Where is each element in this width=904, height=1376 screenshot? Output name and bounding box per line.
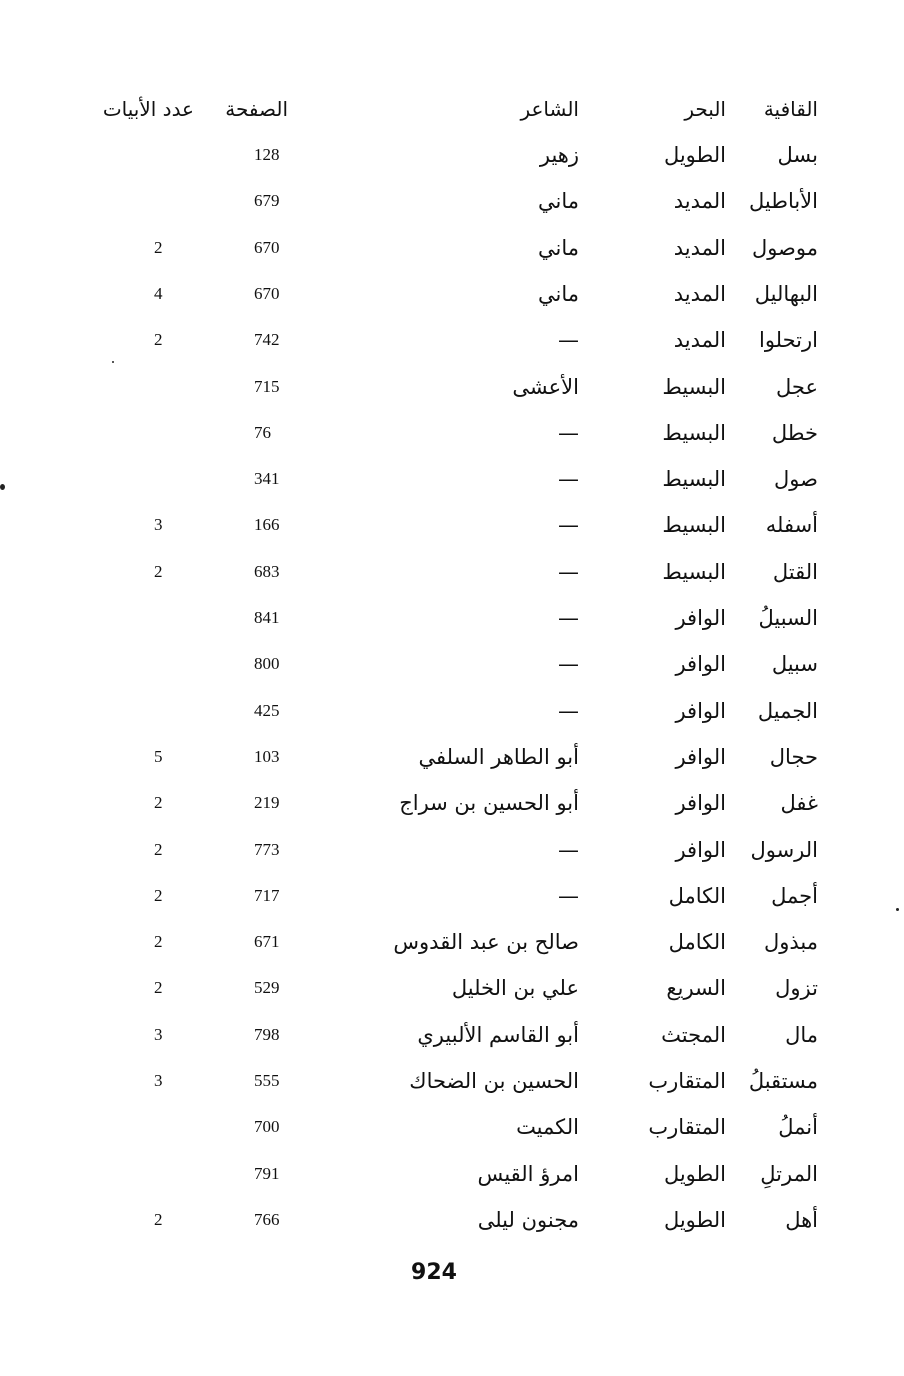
poet-cell: — — [558, 467, 579, 492]
qafiya-cell: الأباطيل — [748, 189, 818, 214]
header-shaer: الشاعر — [520, 97, 579, 121]
scan-speck — [896, 908, 899, 911]
poet-cell: — — [558, 883, 579, 908]
table-row — [0, 140, 904, 180]
table-row — [0, 1020, 904, 1060]
qafiya-cell: الرسول — [750, 837, 818, 862]
bahr-cell: الوافر — [675, 652, 726, 677]
table-row — [0, 742, 904, 782]
qafiya-cell: تزول — [775, 976, 818, 1001]
bahr-cell: المديد — [673, 281, 726, 306]
page-cell: 679 — [254, 191, 280, 211]
poet-cell: — — [558, 559, 579, 584]
page-cell: 529 — [254, 978, 280, 998]
table-header — [0, 94, 904, 134]
table-row — [0, 1159, 904, 1199]
qafiya-cell: مستقبلُ — [748, 1069, 818, 1093]
poet-cell: — — [558, 606, 579, 630]
poet-cell: الأعشى — [512, 374, 579, 399]
page-cell: 773 — [254, 839, 280, 859]
bahr-cell: البسيط — [662, 559, 726, 584]
table-row — [0, 557, 904, 597]
header-verse-count: عدد الأبيات — [102, 97, 194, 121]
page-cell: 700 — [254, 1117, 280, 1137]
page-cell: 670 — [254, 237, 280, 257]
verse-count-cell: 4 — [154, 283, 163, 303]
verse-count-cell: 3 — [154, 515, 163, 535]
scan-speck — [0, 484, 5, 490]
table-row — [0, 233, 904, 273]
page-cell: 671 — [254, 932, 280, 952]
page-cell: 425 — [254, 700, 280, 720]
page-cell: 166 — [254, 515, 280, 535]
verse-count-cell: 2 — [154, 237, 163, 257]
poet-cell: — — [558, 698, 579, 723]
poet-cell: أبو القاسم الألبيري — [417, 1022, 579, 1047]
page-cell: 219 — [254, 793, 280, 813]
verse-count-cell: 3 — [154, 1071, 163, 1090]
bahr-cell: الوافر — [675, 791, 726, 816]
qafiya-cell: السبيلُ — [758, 606, 818, 630]
bahr-cell: الكامل — [668, 930, 726, 955]
page-cell: 798 — [254, 1024, 280, 1044]
poet-cell: مجنون ليلى — [477, 1207, 579, 1232]
bahr-cell: الوافر — [675, 698, 726, 723]
verse-count-cell: 2 — [154, 839, 163, 859]
verse-count-cell: 5 — [154, 746, 163, 766]
bahr-cell: الوافر — [675, 606, 726, 630]
bahr-cell: المجتث — [661, 1022, 726, 1047]
poet-cell: علي بن الخليل — [451, 976, 579, 1001]
qafiya-cell: القتل — [772, 559, 818, 584]
page-cell: 683 — [254, 561, 280, 581]
table-row — [0, 881, 904, 921]
qafiya-cell: أسفله — [765, 513, 818, 538]
table-row — [0, 372, 904, 412]
page-cell: 715 — [254, 376, 280, 396]
qafiya-cell: مبذول — [763, 930, 818, 955]
poet-cell: أبو الطاهر السلفي — [418, 744, 579, 769]
verse-count-cell: 2 — [154, 932, 163, 952]
page-cell: 76 — [254, 422, 271, 442]
page-cell: 742 — [254, 330, 280, 350]
page-cell: 766 — [254, 1209, 280, 1229]
bahr-cell: البسيط — [662, 420, 726, 445]
table-row — [0, 510, 904, 550]
qafiya-cell: سبيل — [771, 652, 818, 677]
table-row — [0, 325, 904, 365]
bahr-cell: المديد — [673, 235, 726, 260]
page-cell: 670 — [254, 283, 280, 303]
bahr-cell: الطويل — [663, 1161, 726, 1186]
bahr-cell: الطويل — [663, 143, 726, 167]
table-row — [0, 1205, 904, 1245]
bahr-cell: المديد — [673, 189, 726, 214]
verse-count-cell: 2 — [154, 1209, 163, 1229]
qafiya-cell: الجميل — [757, 698, 818, 723]
bahr-cell: الكامل — [668, 883, 726, 908]
table-row — [0, 279, 904, 319]
bahr-cell: المتقارب — [648, 1115, 726, 1140]
poet-cell: — — [558, 652, 579, 677]
poet-cell: — — [558, 328, 579, 353]
table-row — [0, 835, 904, 875]
page-cell: 128 — [254, 145, 280, 164]
table-row — [0, 1112, 904, 1152]
poet-cell: زهير — [539, 143, 579, 167]
bahr-cell: المتقارب — [648, 1069, 726, 1093]
poet-cell: ماني — [538, 281, 579, 306]
table-row — [0, 649, 904, 689]
qafiya-cell: بسل — [777, 143, 818, 167]
qafiya-cell: المرتلِ — [760, 1161, 818, 1186]
verse-count-cell: 2 — [154, 885, 163, 905]
table-row — [0, 788, 904, 828]
poet-cell: ماني — [538, 235, 579, 260]
scan-speck — [112, 361, 114, 363]
table-row — [0, 186, 904, 226]
poet-cell: ماني — [538, 189, 579, 214]
poet-cell: امرؤ القيس — [477, 1161, 579, 1186]
table-row — [0, 696, 904, 736]
table-row — [0, 418, 904, 458]
header-bahr: البحر — [684, 97, 726, 121]
table-row — [0, 603, 904, 643]
bahr-cell: السريع — [666, 976, 726, 1001]
bahr-cell: البسيط — [662, 374, 726, 399]
table-row — [0, 1066, 904, 1106]
qafiya-cell: أجمل — [771, 883, 818, 908]
verse-count-cell: 2 — [154, 561, 163, 581]
bahr-cell: الوافر — [675, 837, 726, 862]
verse-count-cell: 2 — [154, 793, 163, 813]
header-page: الصفحة — [225, 97, 288, 121]
page-cell: 717 — [254, 885, 280, 905]
qafiya-cell: مال — [785, 1022, 818, 1047]
poet-cell: الكميت — [516, 1115, 579, 1140]
table-row — [0, 927, 904, 967]
qafiya-cell: موصول — [751, 235, 818, 260]
qafiya-cell: حجال — [769, 744, 818, 769]
verse-count-cell: 2 — [154, 330, 163, 350]
poet-cell: صالح بن عبد القدوس — [393, 930, 579, 955]
verse-count-cell: 3 — [154, 1024, 163, 1044]
page-number: 924 — [411, 1260, 457, 1285]
bahr-cell: المديد — [673, 328, 726, 353]
table-row — [0, 464, 904, 504]
page-cell: 800 — [254, 654, 280, 674]
poet-cell: — — [558, 837, 579, 862]
poet-cell: — — [558, 420, 579, 445]
page-cell: 341 — [254, 469, 280, 489]
table-row — [0, 973, 904, 1013]
qafiya-cell: غفل — [780, 791, 818, 816]
poet-cell: — — [558, 513, 579, 538]
verse-count-cell: 2 — [154, 978, 163, 998]
poet-cell: الحسين بن الضحاك — [409, 1069, 579, 1093]
header-qafiya: القافية — [763, 97, 818, 121]
qafiya-cell: صول — [774, 467, 818, 492]
bahr-cell: البسيط — [662, 467, 726, 492]
poet-cell: أبو الحسين بن سراج — [399, 791, 579, 816]
bahr-cell: الطويل — [663, 1207, 726, 1232]
qafiya-cell: عجل — [776, 374, 818, 399]
page-cell: 791 — [254, 1163, 280, 1183]
qafiya-cell: أهل — [785, 1207, 818, 1232]
qafiya-cell: البهاليل — [754, 281, 818, 306]
bahr-cell: البسيط — [662, 513, 726, 538]
page-cell: 555 — [254, 1071, 280, 1090]
qafiya-cell: ارتحلوا — [758, 328, 818, 353]
bahr-cell: الوافر — [675, 744, 726, 769]
qafiya-cell: خطل — [771, 420, 818, 445]
page-cell: 103 — [254, 746, 280, 766]
page-cell: 841 — [254, 608, 280, 627]
qafiya-cell: أنملُ — [778, 1115, 818, 1140]
